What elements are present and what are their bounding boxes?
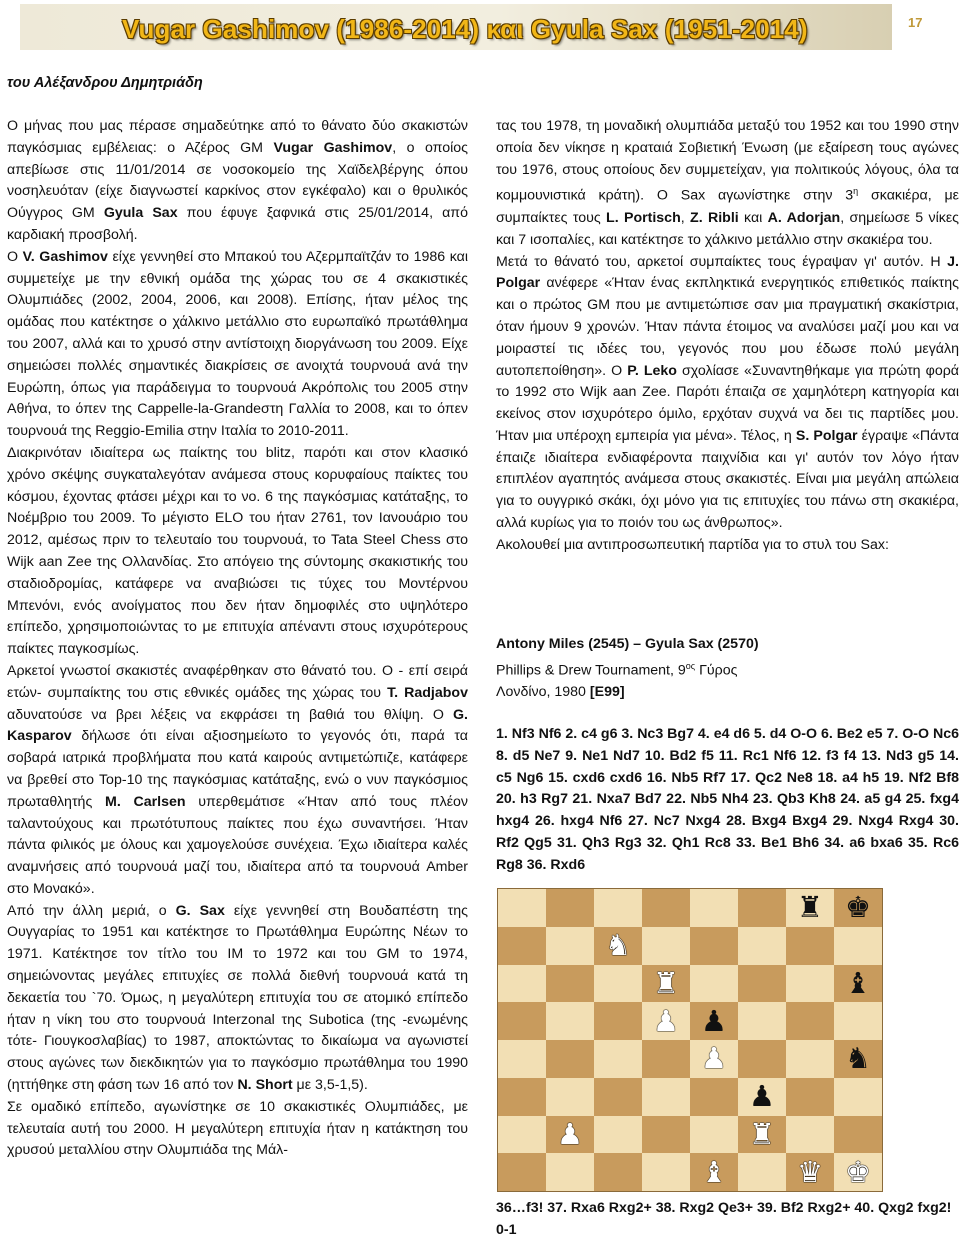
white-knight-icon: ♞: [605, 928, 631, 963]
page-number: 17: [908, 15, 923, 30]
player-name: S. Polgar: [795, 427, 858, 444]
black-king-icon: ♚: [845, 890, 871, 925]
white-rook-icon: ♜: [653, 965, 679, 1000]
white-pawn-icon: ♟: [701, 1041, 727, 1076]
board-square: [786, 965, 834, 1003]
player-name: T. Radjabov: [387, 684, 468, 701]
board-square: [546, 1153, 594, 1191]
board-square: [642, 1002, 690, 1040]
board-square: [786, 927, 834, 965]
board-square: [498, 1153, 546, 1191]
eco-code: [E99]: [589, 684, 625, 701]
white-pawn-icon: ♟: [557, 1116, 583, 1151]
paragraph-gashimov: Ο V. Gashimov είχε γεννηθεί στο Μπακού του Αζερμπαϊτζάν το 1986 και συμμετείχε με την εθνική ομάδα της χώρας του σε 4 σκακιστικές Ολυμπιάδες (2002, 2004, 2006, και 2008). Επίσης, ήταν μέλος της ομάδας που κατέκτησε ο χάλκινο μετάλλιο στο ευρωπαϊκό πρωτάθλημα του 2007, αλλά και το χρυσό στην αντίστοιχη διοργάνωση του 2009. Είχε σημειώσει πολλές σημαντικές διακρίσεις σε ανοιχτά τουρνουά ανά την Ευρώπη, όπως για παράδειγμα το τουρνουά Ακρόπολις του 2005 στην Αθήνα, το όπεν της Cappelle-la-Grandeστη Γαλλία το 2008, και το όπεν τουρνουά της Reggio-Emilia στην Ιταλία το 2010-2011.: [7, 248, 469, 440]
board-square: [594, 889, 642, 927]
game-players: Antony Miles (2545) – Gyula Sax (2570): [496, 636, 759, 652]
paragraph-intro: Ο μήνας που μας πέρασε σημαδεύτηκε από το θάνατο δύο σκακιστών παγκόσμιας εμβέλειας: ο Αζέρος GM Vugar Gashimov, ο οποίος απεβίωσε στις 11/01/2014 σε νοσοκομείο της Χαϊδελβέργης όπου νοσηλευόταν (είχε διαγνωστεί καρκίνος στον εγκέφαλο) και ο θρυλικός Ούγγρος GM Gyula Sax που έφυγε ξαφνικά στις 25/01/2014, από καρδιακή προσβολή.: [7, 118, 469, 243]
board-square: [786, 1116, 834, 1154]
board-square: [546, 1078, 594, 1116]
black-pawn-icon: ♟: [701, 1003, 727, 1038]
black-pawn-icon: ♟: [749, 1079, 775, 1114]
board-square: [546, 1116, 594, 1154]
board-square: [738, 965, 786, 1003]
paragraph-malta: τας του 1978, τη μοναδική ολυμπιάδα μεταξύ του 1952 και του 1990 στην οποία δεν νίκησε η κραταιά Σοβιετική Ένωση (με εξαίρεση τους αγώνες του 1976, στους οποίους δεν συμμετείχαν, για πολιτικούς λόγους, όλα τα κομμουνιστικά κράτη). Ο Sax αγωνίστηκε στην $3^\eta$ σκακιέρα, με συμπαίκτες τους L. Portisch, Z. Ribli και A. Adorjan, σημείωσε 5 νίκες και 7 ισοπαλίες, και κατέκτησε το χάλκινο μετάλλιο στην σκακιέρα του.: [496, 118, 960, 248]
white-rook-icon: ♜: [749, 1116, 775, 1151]
chess-board-diagram: [497, 888, 883, 1192]
board-square: [834, 1116, 882, 1154]
board-square: [786, 1002, 834, 1040]
board-square: [498, 927, 546, 965]
board-square: [594, 1040, 642, 1078]
board-square: [834, 1002, 882, 1040]
player-name: N. Short: [237, 1077, 293, 1094]
paragraph-sax: Από την άλλη μεριά, ο G. Sax είχε γεννηθεί στη Βουδαπέστη της Ουγγαρίας το 1951 και κατέκτησε το Πρωτάθλημα Ευρώπης Νέων το 1971. Κατέκτησε τον τίτλο του IM το 1972 και του GM το 1974, σημειώνοντας μεγάλες επιτυχίες σε πολλά διεθνή τουρνουά κατά τη δεκαετία του `70. Όμως, η μεγαλύτερη επιτυχία του σε ατομικό επίπεδο ήταν η νίκη του στο τουρνουά Interzonal της Subotica (της -ενωμένης τότε- Γιουγκοσλαβίας) το 1987, αποκτώντας το δικαίωμα να αγωνιστεί στους αγώνες των διεκδικητών για το παγκόσμιο πρωτάθλημα του 1990 (ηττήθηκε στη φάση των 16 από τον N. Short με 3,5-1,5).: [7, 902, 468, 1094]
player-name: L. Portisch: [606, 209, 681, 226]
player-name: G. Sax: [175, 902, 225, 919]
board-square: [834, 889, 882, 927]
board-square: [834, 1078, 882, 1116]
paragraph-game-intro: Ακολουθεί μια αντιπροσωπευτική παρτίδα για το στυλ του Sax:: [496, 536, 889, 553]
white-queen-icon: ♛: [797, 1154, 823, 1189]
board-square: [498, 1116, 546, 1154]
player-name: G. Kasparov: [7, 706, 468, 745]
board-square: [498, 1040, 546, 1078]
board-square: [738, 1116, 786, 1154]
board-square: [738, 1002, 786, 1040]
board-square: [546, 927, 594, 965]
board-square: [642, 1078, 690, 1116]
board-square: [690, 889, 738, 927]
black-bishop-icon: ♝: [845, 965, 871, 1000]
player-name: Gyula Sax: [103, 205, 178, 222]
white-bishop-icon: ♝: [701, 1154, 727, 1189]
board-square: [546, 1002, 594, 1040]
board-square: [642, 1040, 690, 1078]
board-square: [834, 1153, 882, 1191]
board-square: [594, 965, 642, 1003]
board-square: [546, 965, 594, 1003]
player-name: A. Adorjan: [767, 209, 841, 226]
paragraph-olympiads: Σε ομαδικό επίπεδο, αγωνίστηκε σε 10 σκακιστικές Ολυμπιάδες, με τελευταία αυτή του 2000. Η μεγαλύτερη επιτυχία ήταν η κατάκτηση του χρυσού μεταλλίου στην Ολυμπιάδα της Μάλ-: [7, 1098, 468, 1159]
paragraph-blitz: Διακρινόταν ιδιαίτερα ως παίκτης του blitz, παρότι και στον κλασικό χρόνο σκέψης συγκαταλεγόταν ανάμεσα στους κορυφαίους παίκτες του κόσμου, έχοντας φτάσει μέχρι και το νο. 6 της παγκόσμιας κατάταξης, το Νοέμβριο του 2009. Το μέγιστο ELO του ήταν 2761, τον Ιανουάριο του 2012, αμέσως πριν το τελευταίο του τουρνουά, το Tata Steel Chess στο Wijk aan Zee της Ολλανδίας. Στο απόγειο της σύντομης σκακιστικής του σταδιοδρομίας, κατάφερε να αναβιώσει τις τύχες του Μοντέρνου Μπενόνι, ενός ανοίγματος που δεν ήταν δημοφιλές στο υψηλότερο επίπεδο, χρησιμοποιώντας το με επιτυχία απέναντι στους ισχυρότερους παίκτες παγκοσμίως.: [7, 444, 468, 658]
player-name: V. Gashimov: [22, 248, 108, 265]
board-square: [594, 1116, 642, 1154]
black-rook-icon: ♜: [797, 890, 823, 925]
board-square: [690, 1078, 738, 1116]
board-square: [834, 1040, 882, 1078]
page-title: Vugar Gashimov (1986-2014) και Gyula Sax (1951-2014): [122, 14, 808, 44]
white-king-icon: ♚: [845, 1154, 871, 1189]
board-square: [786, 889, 834, 927]
board-square: [690, 1153, 738, 1191]
board-square: [498, 965, 546, 1003]
board-square: [786, 1153, 834, 1191]
player-name: Vugar Gashimov: [273, 139, 393, 156]
game-header: [496, 634, 959, 704]
author-byline: του Αλέξανδρου Δημητριάδη: [7, 75, 203, 91]
board-square: [690, 927, 738, 965]
game-event: Phillips & Drew Tournament, $9^{o\varsigma}$ Γύρος: [496, 660, 738, 679]
game-moves: 1. Nf3 Nf6 2. c4 g6 3. Nc3 Bg7 4. e4 d6 5. d4 O-O 6. Be2 e5 7. O-O Nc6 8. d5 Ne7 9. Ne1 Nd7 10. Bd2 f5 11. Rc1 Nf6 12. f3 f4 13. Nd3 g5 14. c5 Ng6 15. cxd6 cxd6 16. Nb5 Rf7 17. Qc2 Ne8 18. a4 h5 19. Nf2 Bf8 20. h3 Rg7 21. Nxa7 Bd7 22. Nb5 Nh4 23. Qb3 Kh8 24. a5 g4 25. fxg4 hxg4 26. hxg4 Nf6 27. Nc7 Nxg4 28. Bxg4 Bxg4 29. Nxg4 Rxg4 30. Rf2 Qg5 31. Qh3 Rg3 32. Qh1 Rc8 33. Be1 Bh6 34. a6 bxa6 35. Rc6 Rg8 36. Rxd6: [496, 726, 959, 873]
player-name: P. Leko: [627, 362, 677, 379]
board-square: [738, 927, 786, 965]
board-square: [642, 889, 690, 927]
board-square: [738, 1078, 786, 1116]
game-place: Λονδίνο, 1980 [E99]: [496, 684, 625, 701]
board-square: [642, 927, 690, 965]
board-square: [786, 1040, 834, 1078]
board-square: [498, 1002, 546, 1040]
board-square: [642, 1153, 690, 1191]
board-square: [690, 1040, 738, 1078]
board-square: [594, 1153, 642, 1191]
board-square: [546, 1040, 594, 1078]
left-column: [7, 116, 468, 1162]
final-moves: 36…f3! 37. Rxa6 Rxg2+ 38. Rxg2 Qe3+ 39. Bf2 Rxg2+ 40. Qxg2 fxg2! 0-1: [496, 1200, 952, 1238]
board-square: [594, 927, 642, 965]
player-name: Z. Ribli: [690, 209, 739, 226]
title-banner: [20, 4, 892, 50]
board-square: [498, 889, 546, 927]
right-column: [496, 116, 959, 557]
paragraph-quotes: Μετά το θάνατό του, αρκετοί συμπαίκτες τους έγραψαν γι' αυτόν. Η J. Polgar ανέφερε «Ήταν ένας εκπληκτικά ενεργητικός επιθετικός παίκτης και ο πρώτος GM που με αντιμετώπισε σαν μια πραγματική σκακίστρια, όταν ήμουν 9 χρονών. Ήταν πάντα έτοιμος να αναλύσει μαζί μου και να μοιραστεί τις ιδέες του, γεγονός που μου έδωσε πολύ μεγάλη αυτοπεποίθηση». Ο P. Leko σχολίασε «Συναντηθήκαμε για πρώτη φορά το 1992 στο Wijk aan Zee. Παρότι έπαιζα σε χαμηλότερη κατηγορία και εκείνος στον ισχυρότερο όμιλο, ερχόταν συχνά να δει τις παρτίδες μου. Ήταν μια υπέροχη εμπειρία για μένα». Τέλος, η S. Polgar έγραψε «Πάντα έπαιζε ιδιαίτερα ενδιαφέροντα παιχνίδια και γι' αυτόν τον λόγο ήταν επιπλέον αγαπητός ανάμεσα στους σκακιστές. Είναι μια μεγάλη απώλεια για το ουγγρικό σκάκι, όχι μόνο για τις επιτυχίες του πάνω στη σκακιέρα, αλλά κυρίως για το ποιόν του ως άνθρωπος».: [496, 253, 959, 532]
board-square: [594, 1078, 642, 1116]
board-square: [834, 927, 882, 965]
player-name: J. Polgar: [496, 253, 959, 292]
board-square: [786, 1078, 834, 1116]
board-square: [834, 965, 882, 1003]
board-square: [690, 965, 738, 1003]
board-square: [498, 1078, 546, 1116]
board-square: [738, 1040, 786, 1078]
paragraph-tributes: Αρκετοί γνωστοί σκακιστές αναφέρθηκαν στο θάνατό του. Ο - επί σειρά ετών- συμπαίκτης του στις εθνικές ομάδες της χώρας του T. Radjabov αδυνατούσε να βρει λέξεις να εκφράσει τη βαθιά του θλίψη. Ο G. Kasparov δήλωσε ότι είναι αξιοσημείωτο το γεγονός ότι, παρά τα σοβαρά ιατρικά προβλήματα που κατά καιρούς αντιμετώπιζε, κατάφερε να βρεθεί στο Top-10 της παγκόσμιας κατάταξης, ενώ ο νυν παγκόσμιος πρωταθλητής M. Carlsen υπερθεμάτισε «Ήταν από τους πλέον ταλαντούχους και πρωτότυπους παίκτες που έχω συναντήσει. Ήταν πάντα φιλικός με όλους και χαμογελούσε συνέχεια. Έχω ιδιαίτερα καλές αναμνήσεις από τουρνουά μαζί του, ιδιαίτερα από τα τουρνουά Amber στο Μονακό».: [7, 662, 469, 897]
board-square: [642, 965, 690, 1003]
board-square: [738, 1153, 786, 1191]
board-square: [642, 1116, 690, 1154]
board-square: [690, 1002, 738, 1040]
player-name: M. Carlsen: [105, 793, 186, 810]
board-square: [594, 1002, 642, 1040]
board-square: [738, 889, 786, 927]
board-square: [546, 889, 594, 927]
black-knight-icon: ♞: [845, 1041, 871, 1076]
white-pawn-icon: ♟: [653, 1003, 679, 1038]
board-square: [690, 1116, 738, 1154]
